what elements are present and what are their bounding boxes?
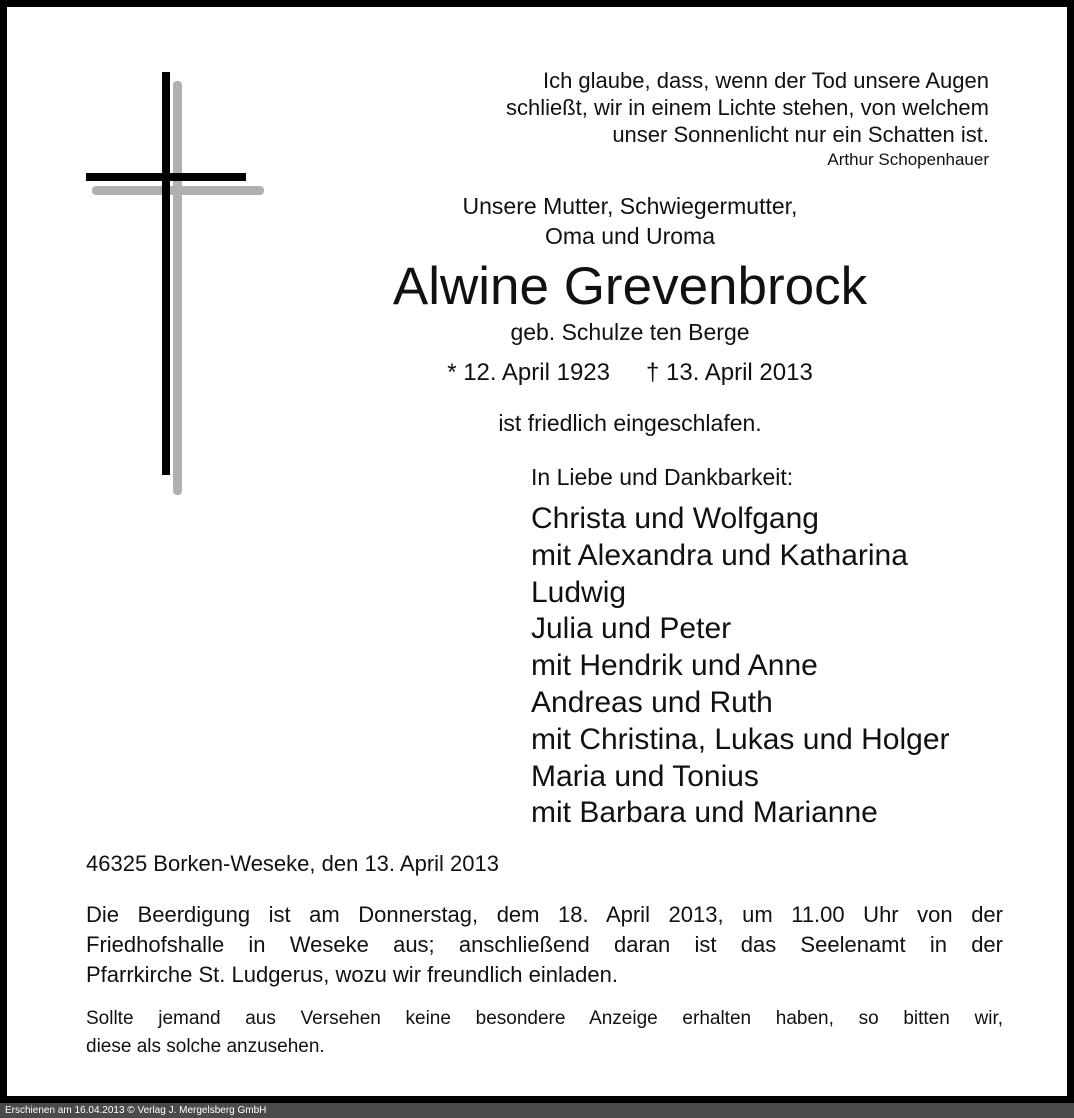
mourner-entry: mit Hendrik und Anne xyxy=(531,649,818,683)
mourner-entry: Ludwig xyxy=(531,575,627,609)
cross-icon xyxy=(82,69,272,499)
location-date: 46325 Borken-Weseke, den 13. April 2013 xyxy=(86,851,499,876)
publication-footer: Erschienen am 16.04.2013 © Verlag J. Mergelsberg GmbH xyxy=(0,1103,1074,1118)
mourner-entry: mit Christina, Lukas und Holger xyxy=(531,722,950,756)
quote-author: Arthur Schopenhauer xyxy=(827,150,989,169)
funeral-line: Die Beerdigung ist am Donnerstag, dem 18. April 2013, um 11.00 Uhr von der xyxy=(86,902,1003,927)
quote-line: unser Sonnenlicht nur ein Schatten ist. xyxy=(612,122,989,147)
cross-shadow-vertical xyxy=(173,81,182,495)
mourner-entry: Christa und Wolfgang xyxy=(531,502,819,535)
passed-away-text: ist friedlich eingeschlafen. xyxy=(498,410,762,436)
birth-name: geb. Schulze ten Berge xyxy=(510,319,750,345)
mourners-list xyxy=(531,501,950,832)
funeral-details xyxy=(86,900,1003,990)
mourner-entry: Maria und Tonius xyxy=(531,759,759,793)
birth-date: * 12. April 1923 xyxy=(447,359,610,386)
deceased-name: Alwine Grevenbrock xyxy=(392,257,868,316)
mourner-entry: mit Barbara und Marianne xyxy=(531,796,878,830)
intro-line: Unsere Mutter, Schwiegermutter, xyxy=(462,193,798,219)
funeral-line: Friedhofshalle in Weseke aus; anschließend daran ist das Seelenamt in der xyxy=(86,932,1003,957)
funeral-line: Pfarrkirche St. Ludgerus, wozu wir freundlich einladen. xyxy=(86,962,618,987)
quote-line: Ich glaube, dass, wenn der Tod unsere Augen xyxy=(542,68,989,93)
mourners-intro: In Liebe und Dankbarkeit: xyxy=(531,464,794,490)
mourner-entry: Andreas und Ruth xyxy=(531,685,773,719)
cross-front-vertical xyxy=(162,72,170,475)
notice-text xyxy=(86,1005,1003,1061)
cross-shadow-horizontal xyxy=(92,186,264,195)
mourner-entry: mit Alexandra und Katharina xyxy=(531,538,908,572)
quote-line: schließt, wir in einem Lichte stehen, von welchem xyxy=(506,95,989,120)
intro-line: Oma und Uroma xyxy=(544,223,715,249)
mourner-entry: Julia und Peter xyxy=(531,612,732,646)
cross-front-horizontal xyxy=(86,173,246,181)
notice-line: diese als solche anzusehen. xyxy=(86,1036,325,1057)
notice-line: Sollte jemand aus Versehen keine besondere Anzeige erhalten haben, so bitten wir, xyxy=(86,1008,1003,1029)
death-date: † 13. April 2013 xyxy=(646,359,813,386)
quote-block xyxy=(506,67,989,172)
relationship-intro xyxy=(347,191,913,251)
life-dates xyxy=(347,357,913,389)
